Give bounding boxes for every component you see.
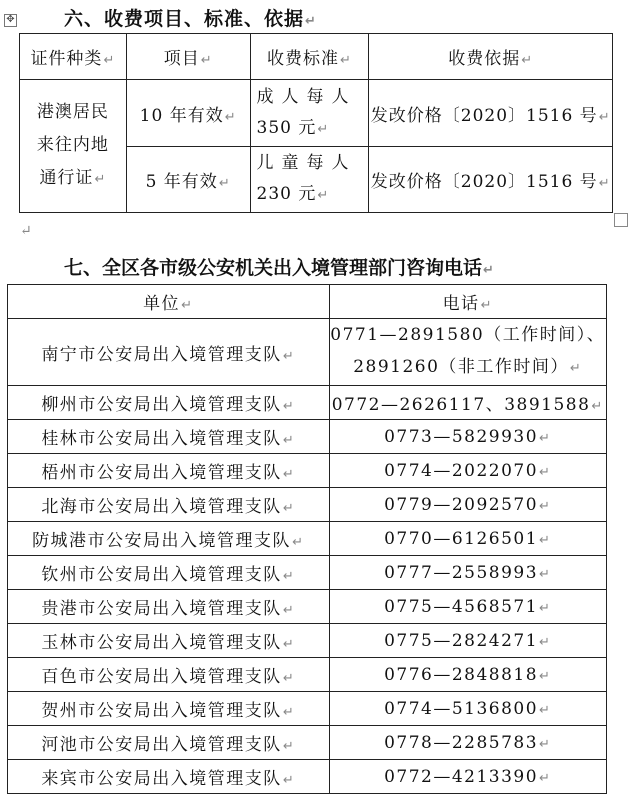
section7-title: 七、全区各市级公安机关出入境管理部门咨询电话↵ bbox=[64, 257, 494, 279]
table-row bbox=[8, 726, 607, 760]
phone-cell: 0770—6126501↵ bbox=[329, 522, 606, 556]
header-cell-doc-type: 证件种类↵ bbox=[20, 34, 127, 80]
unit-cell: 贺州市公安局出入境管理支队↵ bbox=[8, 692, 330, 726]
table-move-handle-icon[interactable]: ✥ bbox=[4, 14, 17, 27]
contact-table bbox=[7, 284, 607, 794]
unit-cell: 防城港市公安局出入境管理支队↵ bbox=[8, 522, 330, 556]
phone-cell: 0775—2824271↵ bbox=[329, 624, 606, 658]
phone-cell: 0775—4568571↵ bbox=[329, 590, 606, 624]
header-cell-standard: 收费标准↵ bbox=[250, 34, 369, 80]
unit-cell: 柳州市公安局出入境管理支队↵ bbox=[8, 386, 330, 420]
unit-cell: 河池市公安局出入境管理支队↵ bbox=[8, 726, 330, 760]
table-row bbox=[8, 522, 607, 556]
item-cell: 5 年有效↵ bbox=[126, 147, 250, 213]
phone-cell: 0772—4213390↵ bbox=[329, 760, 606, 794]
basis-cell: 发改价格〔2020〕1516 号↵ bbox=[369, 147, 613, 213]
phone-cell: 0773—5829930↵ bbox=[329, 420, 606, 454]
table-row bbox=[8, 692, 607, 726]
table-row bbox=[8, 488, 607, 522]
table-row bbox=[8, 454, 607, 488]
unit-cell: 贵港市公安局出入境管理支队↵ bbox=[8, 590, 330, 624]
table-resize-handle-icon[interactable] bbox=[614, 213, 628, 227]
table-row bbox=[8, 386, 607, 420]
unit-cell: 玉林市公安局出入境管理支队↵ bbox=[8, 624, 330, 658]
table-row bbox=[8, 590, 607, 624]
table-row bbox=[20, 80, 613, 147]
unit-cell: 百色市公安局出入境管理支队↵ bbox=[8, 658, 330, 692]
unit-cell: 南宁市公安局出入境管理支队↵ bbox=[8, 319, 330, 386]
section6-title: 六、收费项目、标准、依据↵ bbox=[64, 8, 317, 30]
basis-cell: 发改价格〔2020〕1516 号↵ bbox=[369, 80, 613, 147]
phone-cell: 0777—2558993↵ bbox=[329, 556, 606, 590]
unit-cell: 桂林市公安局出入境管理支队↵ bbox=[8, 420, 330, 454]
phone-cell: 0772—2626117、3891588↵ bbox=[329, 386, 606, 420]
paragraph-mark-icon: ↵ bbox=[483, 263, 494, 278]
header-cell-item: 项目↵ bbox=[126, 34, 250, 80]
paragraph-mark-icon: ↵ bbox=[20, 223, 32, 239]
unit-cell: 北海市公安局出入境管理支队↵ bbox=[8, 488, 330, 522]
header-cell-basis: 收费依据↵ bbox=[369, 34, 613, 80]
item-cell: 10 年有效↵ bbox=[126, 80, 250, 147]
table-row bbox=[8, 420, 607, 454]
phone-cell: 0779—2092570↵ bbox=[329, 488, 606, 522]
table-row bbox=[8, 624, 607, 658]
unit-cell: 来宾市公安局出入境管理支队↵ bbox=[8, 760, 330, 794]
header-cell-phone: 电话↵ bbox=[329, 285, 606, 319]
standard-cell: 成人每人 350 元↵ bbox=[250, 80, 369, 147]
phone-cell: 0776—2848818↵ bbox=[329, 658, 606, 692]
table-header-row bbox=[8, 285, 607, 319]
standard-cell: 儿童每人 230 元↵ bbox=[250, 147, 369, 213]
doc-type-cell: 港澳居民 来往内地 通行证↵ bbox=[20, 80, 127, 213]
fee-table bbox=[19, 33, 613, 213]
phone-cell: 0774—5136800↵ bbox=[329, 692, 606, 726]
unit-cell: 梧州市公安局出入境管理支队↵ bbox=[8, 454, 330, 488]
table-header-row bbox=[20, 34, 613, 80]
unit-cell: 钦州市公安局出入境管理支队↵ bbox=[8, 556, 330, 590]
phone-cell: 0771—2891580（工作时间）、 2891260（非工作时间）↵ bbox=[329, 319, 606, 386]
phone-cell: 0778—2285783↵ bbox=[329, 726, 606, 760]
table-row bbox=[8, 556, 607, 590]
table-row bbox=[8, 319, 607, 386]
table-row bbox=[8, 658, 607, 692]
table-row bbox=[8, 760, 607, 794]
header-cell-unit: 单位↵ bbox=[8, 285, 330, 319]
phone-cell: 0774—2022070↵ bbox=[329, 454, 606, 488]
paragraph-mark-icon: ↵ bbox=[305, 14, 317, 29]
